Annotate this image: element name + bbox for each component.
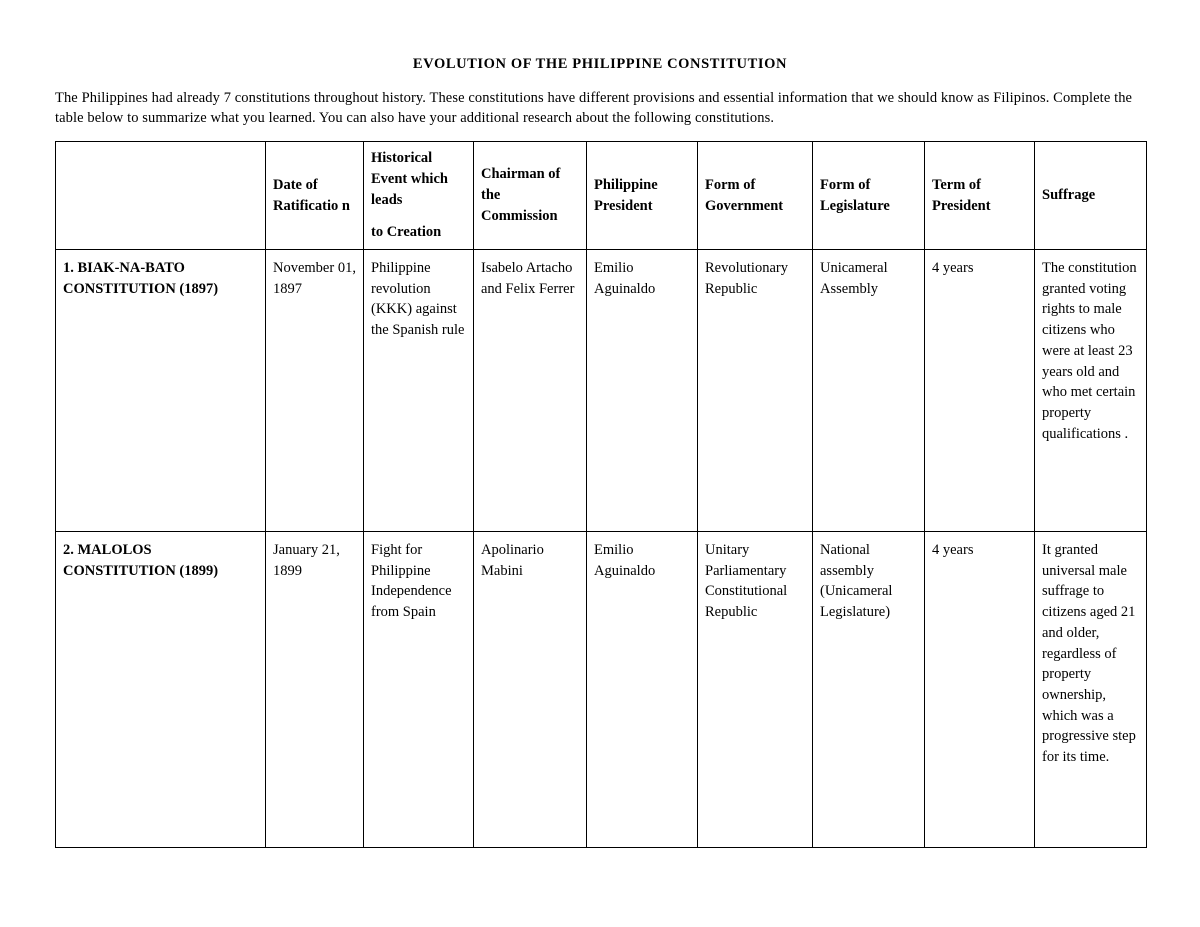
header-event-line1: Historical Event which leads xyxy=(371,150,448,208)
page-title: EVOLUTION OF THE PHILIPPINE CONSTITUTION xyxy=(412,56,788,72)
philippine-president: Emilio Aguinaldo xyxy=(587,250,698,532)
historical-event: Philippine revolution (KKK) against the Spanish rule xyxy=(364,250,474,532)
header-event xyxy=(364,142,474,250)
commission-chairman: Apolinario Mabini xyxy=(474,532,587,848)
form-of-legislature: National assembly (Unicameral Legislature) xyxy=(813,532,925,848)
header-president: Philippine President xyxy=(587,142,698,250)
ratification-date: November 01, 1897 xyxy=(266,250,364,532)
suffrage: The constitution granted voting rights to male citizens who were at least 23 years old and who met certain property qualifications . xyxy=(1035,250,1147,532)
header-government: Form of Government xyxy=(698,142,813,250)
header-legislature: Form of Legislature xyxy=(813,142,925,250)
ratification-date: January 21, 1899 xyxy=(266,532,364,848)
header-name xyxy=(56,142,266,250)
table-row xyxy=(56,532,1147,848)
suffrage: It granted universal male suffrage to citizens aged 21 and older, regardless of property ownership, which was a progressive step for its time. xyxy=(1035,532,1147,848)
header-row xyxy=(56,142,1147,250)
commission-chairman: Isabelo Artacho and Felix Ferrer xyxy=(474,250,587,532)
header-event-line2: to Creation xyxy=(371,224,442,241)
form-of-government: Revolutionary Republic xyxy=(698,250,813,532)
table-row xyxy=(56,250,1147,532)
intro-paragraph: The Philippines had already 7 constitutions throughout history. These constitutions have different provisions and essential information that we should know as Filipinos. Complete the table below to summarize what you learned. You can also have your additional research about the following constitutions. xyxy=(55,90,1133,126)
header-date: Date of Ratificatio n xyxy=(266,142,364,250)
header-suffrage: Suffrage xyxy=(1035,142,1147,250)
constitution-name: 2. MALOLOS CONSTITUTION (1899) xyxy=(56,532,266,848)
term-of-president: 4 years xyxy=(925,532,1035,848)
philippine-president: Emilio Aguinaldo xyxy=(587,532,698,848)
form-of-legislature: Unicameral Assembly xyxy=(813,250,925,532)
constitution-table xyxy=(55,141,1147,848)
form-of-government: Unitary Parliamentary Constitutional Republic xyxy=(698,532,813,848)
constitution-name: 1. BIAK-NA-BATO CONSTITUTION (1897) xyxy=(56,250,266,532)
historical-event: Fight for Philippine Independence from Spain xyxy=(364,532,474,848)
header-term: Term of President xyxy=(925,142,1035,250)
term-of-president: 4 years xyxy=(925,250,1035,532)
header-chairman: Chairman of the Commission xyxy=(474,142,587,250)
